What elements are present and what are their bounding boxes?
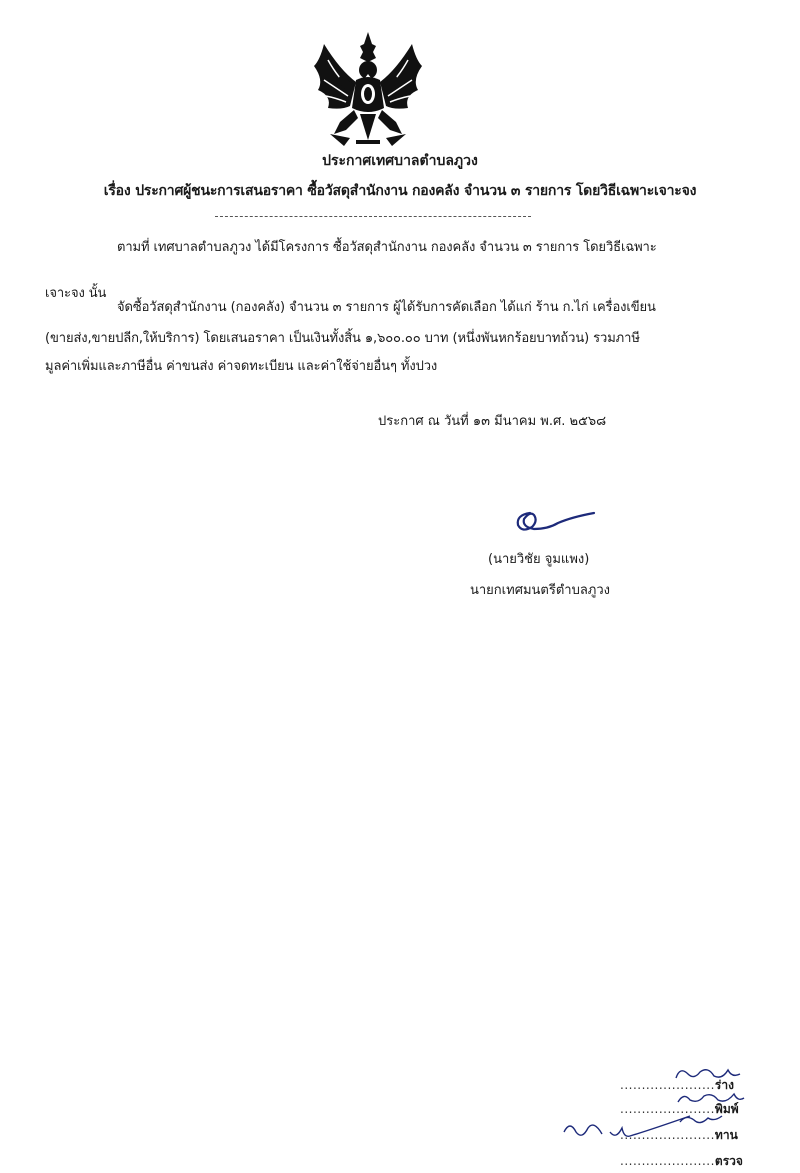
dotted-line: ......................	[620, 1102, 715, 1116]
organization-title: ประกาศเทศบาลตำบลภูวง	[322, 153, 478, 169]
dotted-line: ......................	[620, 1078, 715, 1092]
review-check-row	[620, 1152, 743, 1171]
review-check-label: ตรวจ	[714, 1154, 743, 1168]
signature	[508, 505, 598, 537]
body-paragraph-2-line-1: จัดซื้อวัสดุสำนักงาน (กองคลัง) จำนวน ๓ รายการ ผู้ได้รับการคัดเลือก ได้แก่ ร้าน ก.ไก่ เครื่องเขียน	[117, 300, 656, 315]
signatory-position: นายกเทศมนตรีตำบลภูวง	[470, 583, 610, 598]
dotted-line: ......................	[620, 1154, 715, 1168]
review-type-label: พิมพ์	[714, 1102, 739, 1116]
body-paragraph-1-line-1: ตามที่ เทศบาลตำบลภูวง ได้มีโครงการ ซื้อวัสดุสำนักงาน กองคลัง จำนวน ๓ รายการ โดยวิธีเฉพาะ	[117, 240, 657, 255]
signatory-name: (นายวิชัย จูมแพง)	[488, 552, 590, 567]
review-type-row	[620, 1100, 739, 1119]
divider	[215, 216, 531, 217]
body-paragraph-2-line-2: (ขายส่ง,ขายปลีก,ให้บริการ) โดยเสนอราคา เป็นเงินทั้งสิ้น ๑,๖๐๐.๐๐ บาท (หนึ่งพันหกร้อยบาทถ้วน) รวมภาษี	[45, 331, 640, 346]
review-draft-row	[620, 1076, 734, 1095]
announcement-subject: เรื่อง ประกาศผู้ชนะการเสนอราคา ซื้อวัสดุสำนักงาน กองคลัง จำนวน ๓ รายการ โดยวิธีเฉพาะเจาะจง	[103, 183, 697, 199]
body-paragraph-1-line-2: เจาะจง นั้น	[45, 286, 107, 301]
announcement-date: ประกาศ ณ วันที่ ๑๓ มีนาคม พ.ศ. ๒๕๖๘	[378, 414, 607, 429]
review-proof-row	[620, 1126, 738, 1145]
review-draft-label: ร่าง	[714, 1078, 734, 1092]
dotted-line: ......................	[620, 1128, 715, 1142]
garuda-emblem	[310, 30, 426, 150]
body-paragraph-2-line-3: มูลค่าเพิ่มและภาษีอื่น ค่าขนส่ง ค่าจดทะเบียน และค่าใช้จ่ายอื่นๆ ทั้งปวง	[45, 359, 438, 374]
review-proof-label: ทาน	[714, 1128, 738, 1142]
